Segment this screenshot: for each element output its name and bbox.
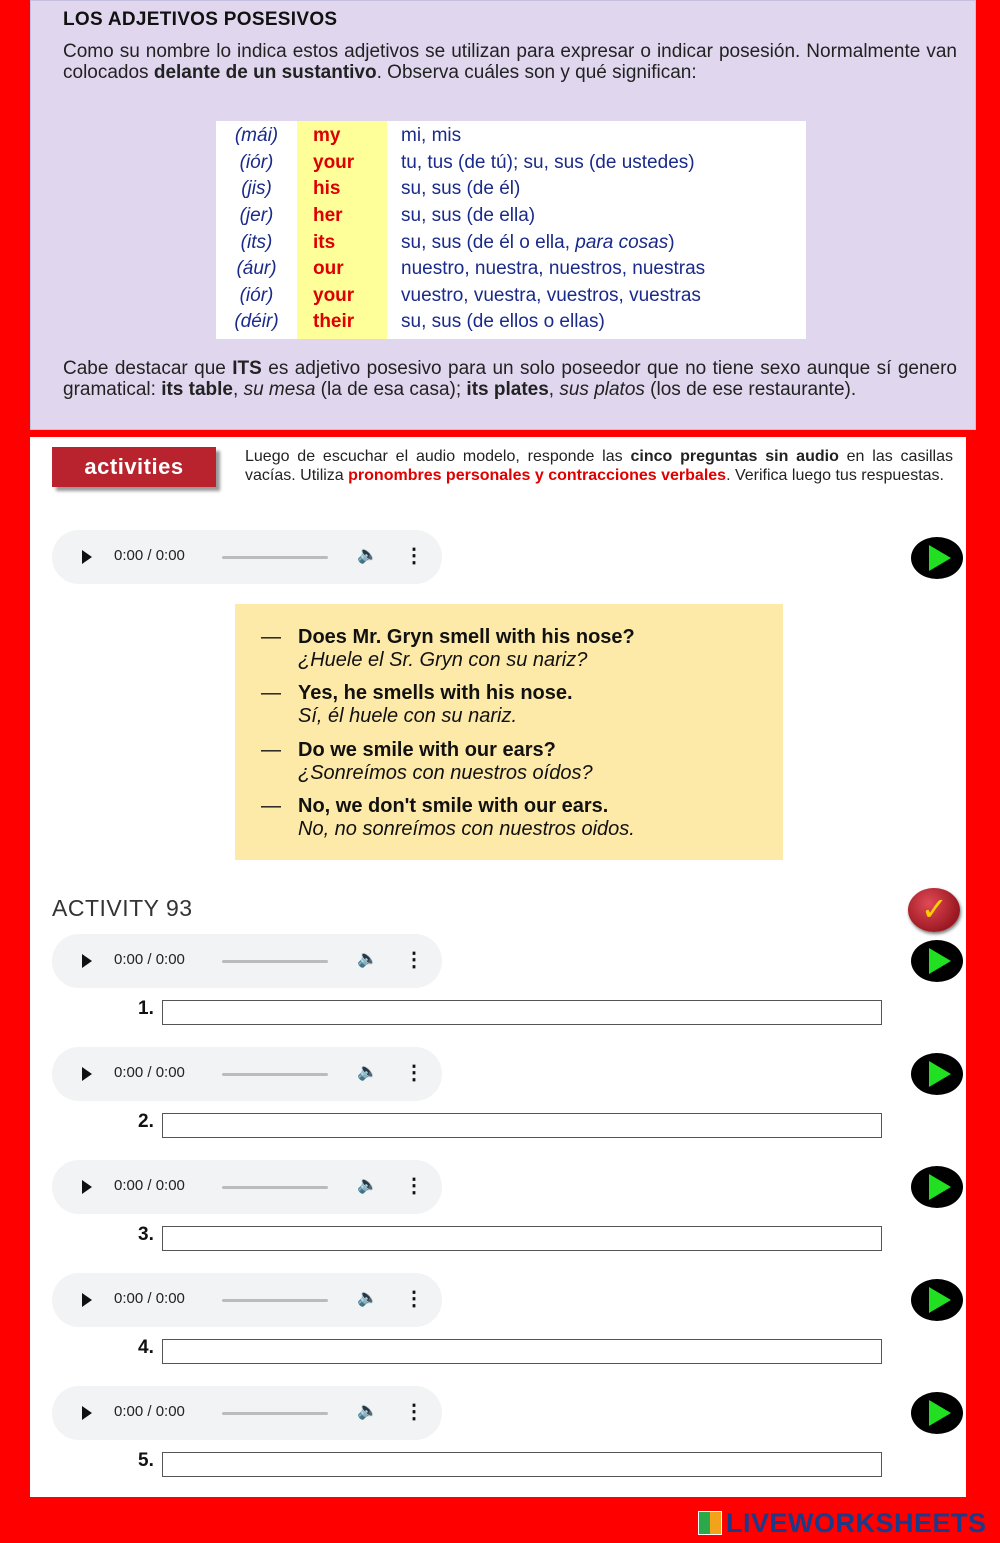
dialog-spanish: ¿Huele el Sr. Gryn con su nariz? bbox=[298, 649, 588, 671]
meaning-italic: para cosas bbox=[575, 232, 669, 253]
instr-text: en las casillas vacías. Utiliza bbox=[245, 448, 954, 484]
note-text: , bbox=[548, 379, 560, 400]
volume-icon[interactable]: 🔈 bbox=[357, 1401, 379, 1420]
spanish-meaning: su, sus (de ellos o ellas) bbox=[401, 311, 605, 332]
dialog-dash: — bbox=[261, 626, 281, 648]
question-play-button[interactable] bbox=[911, 1166, 963, 1208]
play-icon bbox=[929, 1061, 951, 1087]
question-number: 2. bbox=[138, 1111, 154, 1132]
pronunciation: (iór) bbox=[239, 152, 274, 173]
note-text: es adjetivo posesivo para un solo poseedor que no tiene sexo aunque sí genero gramatical: bbox=[63, 358, 957, 400]
audio-time: 0:00 / 0:00 bbox=[114, 547, 185, 564]
question-audio-player[interactable] bbox=[52, 1386, 442, 1440]
play-icon bbox=[929, 545, 951, 571]
spanish-meaning: su, sus (de ella) bbox=[401, 205, 536, 226]
meaning-end: ) bbox=[668, 232, 675, 253]
english-adjective: your bbox=[313, 152, 355, 173]
audio-seek-bar[interactable] bbox=[222, 556, 328, 559]
audio-time: 0:00 / 0:00 bbox=[114, 1177, 185, 1194]
english-adjective: my bbox=[313, 125, 341, 146]
grammar-title: LOS ADJETIVOS POSESIVOS bbox=[63, 9, 338, 30]
note-bold: ITS bbox=[232, 358, 262, 379]
grammar-panel bbox=[30, 0, 976, 430]
answer-input-4[interactable] bbox=[162, 1339, 882, 1364]
play-icon bbox=[929, 948, 951, 974]
question-audio-player[interactable] bbox=[52, 1047, 442, 1101]
dialog-english: Do we smile with our ears? bbox=[298, 739, 556, 761]
table-row bbox=[216, 285, 826, 311]
activities-badge: activities bbox=[52, 447, 216, 487]
english-adjective: its bbox=[313, 232, 336, 253]
audio-time: 0:00 / 0:00 bbox=[114, 1064, 185, 1081]
english-adjective: their bbox=[313, 311, 355, 332]
table-row bbox=[216, 125, 826, 151]
table-row bbox=[216, 178, 826, 204]
answer-input-2[interactable] bbox=[162, 1113, 882, 1138]
note-bold: its plates bbox=[466, 379, 549, 400]
instr-text: . Verifica luego tus respuestas. bbox=[726, 467, 944, 484]
table-row bbox=[216, 258, 826, 284]
note-text: (la de esa casa); bbox=[315, 379, 467, 400]
logo-cube-icon bbox=[698, 1511, 722, 1535]
volume-icon[interactable]: 🔈 bbox=[357, 949, 379, 968]
more-vert-icon[interactable]: ⋮ bbox=[404, 1288, 424, 1310]
table-row bbox=[216, 311, 826, 337]
question-number: 3. bbox=[138, 1224, 154, 1245]
note-italic: su mesa bbox=[243, 379, 316, 400]
spanish-meaning bbox=[401, 232, 675, 254]
dialog-english: Does Mr. Gryn smell with his nose? bbox=[298, 626, 635, 648]
audio-time: 0:00 / 0:00 bbox=[114, 1403, 185, 1420]
answer-input-5[interactable] bbox=[162, 1452, 882, 1477]
model-dialog bbox=[235, 604, 783, 860]
note-text: (los de ese restaurante). bbox=[644, 379, 857, 400]
pronunciation: (áur) bbox=[236, 258, 277, 279]
dialog-spanish: ¿Sonreímos con nuestros oídos? bbox=[298, 762, 593, 784]
check-answers-button[interactable] bbox=[908, 888, 960, 932]
audio-seek-bar[interactable] bbox=[222, 1299, 328, 1302]
more-vert-icon[interactable]: ⋮ bbox=[404, 1062, 424, 1084]
dialog-english: Yes, he smells with his nose. bbox=[298, 682, 573, 704]
dialog-dash: — bbox=[261, 682, 281, 704]
pronunciation: (jis) bbox=[241, 178, 272, 199]
spanish-meaning: vuestro, vuestra, vuestros, vuestras bbox=[401, 285, 701, 306]
spanish-meaning: su, sus (de él) bbox=[401, 178, 521, 199]
audio-seek-bar[interactable] bbox=[222, 1186, 328, 1189]
spanish-meaning: tu, tus (de tú); su, sus (de ustedes) bbox=[401, 152, 695, 173]
answer-input-3[interactable] bbox=[162, 1226, 882, 1251]
play-icon[interactable] bbox=[82, 1293, 92, 1307]
english-adjective: our bbox=[313, 258, 344, 279]
english-adjective: your bbox=[313, 285, 355, 306]
more-vert-icon[interactable]: ⋮ bbox=[404, 1175, 424, 1197]
pronunciation: (déir) bbox=[234, 311, 279, 332]
play-icon[interactable] bbox=[82, 550, 92, 564]
instr-bold: cinco preguntas sin audio bbox=[630, 448, 839, 465]
table-row bbox=[216, 152, 826, 178]
note-text: Cabe destacar que bbox=[63, 358, 233, 379]
volume-icon[interactable]: 🔈 bbox=[357, 1175, 379, 1194]
more-vert-icon[interactable]: ⋮ bbox=[404, 949, 424, 971]
more-vert-icon[interactable]: ⋮ bbox=[404, 545, 424, 567]
dialog-spanish: No, no sonreímos con nuestros oidos. bbox=[298, 818, 635, 840]
audio-time: 0:00 / 0:00 bbox=[114, 951, 185, 968]
spanish-meaning: nuestro, nuestra, nuestros, nuestras bbox=[401, 258, 706, 279]
volume-icon[interactable]: 🔈 bbox=[357, 1288, 379, 1307]
logo-text: LIVEWORKSHEETS bbox=[726, 1508, 987, 1538]
pronunciation: (jer) bbox=[239, 205, 274, 226]
liveworksheets-logo[interactable] bbox=[698, 1510, 987, 1536]
intro-text: Como su nombre lo indica estos adjetivos se utilizan para expresar o indicar posesión. Normalmente van colocados bbox=[63, 41, 957, 83]
question-play-button[interactable] bbox=[911, 940, 963, 982]
grammar-note bbox=[63, 358, 957, 400]
question-audio-player[interactable] bbox=[52, 1160, 442, 1214]
play-icon[interactable] bbox=[82, 954, 92, 968]
play-icon[interactable] bbox=[82, 1406, 92, 1420]
audio-seek-bar[interactable] bbox=[222, 1412, 328, 1415]
question-audio-player[interactable] bbox=[52, 1273, 442, 1327]
activities-instructions bbox=[245, 447, 953, 485]
play-icon[interactable] bbox=[82, 1067, 92, 1081]
question-play-button[interactable] bbox=[911, 1279, 963, 1321]
intro-text-end: . Observa cuáles son y qué significan: bbox=[376, 62, 697, 83]
note-bold: its table bbox=[161, 379, 234, 400]
dialog-english: No, we don't smile with our ears. bbox=[298, 795, 609, 817]
intro-bold: delante de un sustantivo bbox=[153, 62, 377, 83]
activity-title: ACTIVITY 93 bbox=[52, 895, 193, 921]
more-vert-icon[interactable]: ⋮ bbox=[404, 1401, 424, 1423]
check-icon: ✓ bbox=[921, 891, 948, 927]
volume-icon[interactable]: 🔈 bbox=[357, 1062, 379, 1081]
english-adjective: her bbox=[313, 205, 343, 226]
instr-text: Luego de escuchar el audio modelo, responde las bbox=[245, 448, 631, 465]
question-number: 4. bbox=[138, 1337, 154, 1358]
grammar-intro bbox=[63, 41, 957, 83]
dialog-spanish: Sí, él huele con su nariz. bbox=[298, 705, 518, 727]
model-play-button[interactable] bbox=[911, 537, 963, 579]
pronunciation: (mái) bbox=[234, 125, 279, 146]
english-adjective: his bbox=[313, 178, 341, 199]
question-number: 1. bbox=[138, 998, 154, 1019]
question-play-button[interactable] bbox=[911, 1392, 963, 1434]
dialog-dash: — bbox=[261, 795, 281, 817]
play-icon bbox=[929, 1287, 951, 1313]
play-icon bbox=[929, 1400, 951, 1426]
table-row bbox=[216, 232, 826, 258]
answer-input-1[interactable] bbox=[162, 1000, 882, 1025]
note-italic: sus platos bbox=[559, 379, 645, 400]
spanish-meaning: mi, mis bbox=[401, 125, 462, 146]
audio-time: 0:00 / 0:00 bbox=[114, 1290, 185, 1307]
model-audio-player[interactable] bbox=[52, 530, 442, 584]
activities-panel bbox=[30, 437, 966, 1497]
volume-icon[interactable]: 🔈 bbox=[357, 545, 379, 564]
play-icon[interactable] bbox=[82, 1180, 92, 1194]
question-number: 5. bbox=[138, 1450, 154, 1471]
audio-seek-bar[interactable] bbox=[222, 1073, 328, 1076]
pronunciation: (its) bbox=[240, 232, 273, 253]
dialog-dash: — bbox=[261, 739, 281, 761]
question-play-button[interactable] bbox=[911, 1053, 963, 1095]
question-audio-player[interactable] bbox=[52, 934, 442, 988]
audio-seek-bar[interactable] bbox=[222, 960, 328, 963]
meaning-part: su, sus (de él o ella, bbox=[401, 232, 576, 253]
table-row bbox=[216, 205, 826, 231]
play-icon bbox=[929, 1174, 951, 1200]
possessive-table bbox=[216, 121, 806, 339]
note-text: , bbox=[233, 379, 244, 400]
pronunciation: (iór) bbox=[239, 285, 274, 306]
instr-red: pronombres personales y contracciones verbales bbox=[348, 467, 727, 484]
